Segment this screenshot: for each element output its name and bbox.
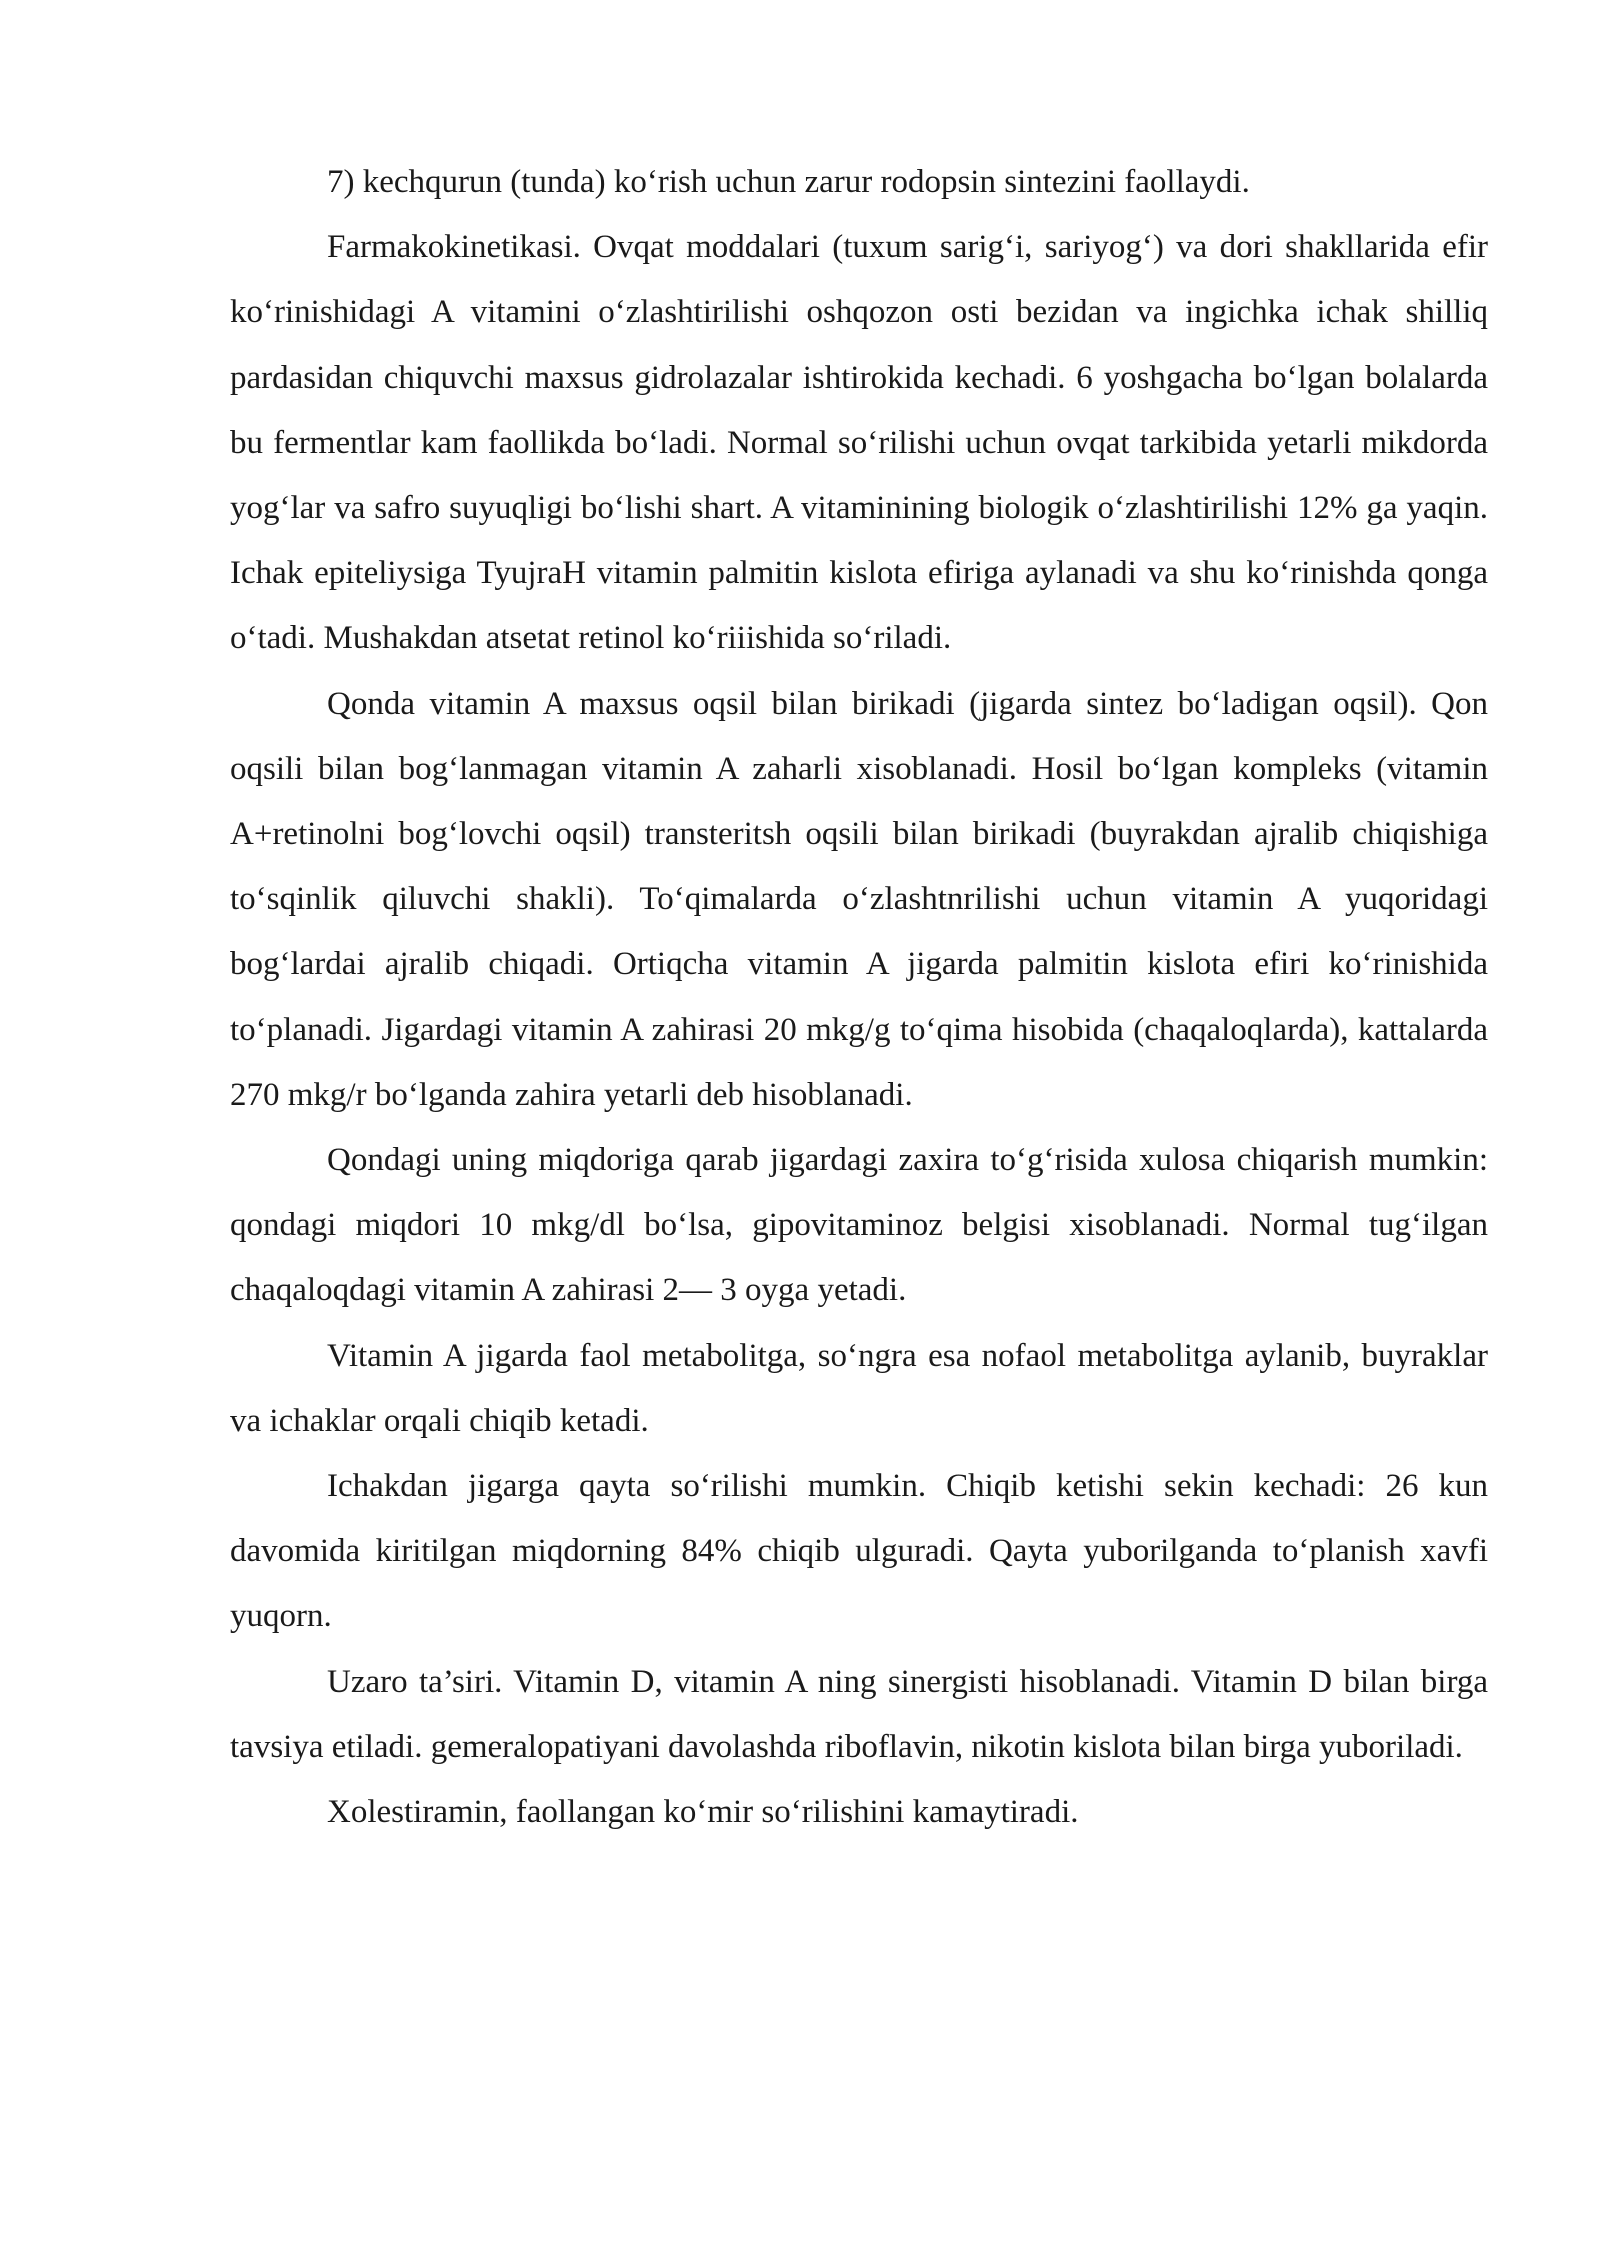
paragraph-6: Ichakdan jigarga qayta so‘rilishi mumkin. Chiqib ketishi sekin kechadi: 26 kun davomida kiritilgan miqdorning 84% chiqib ulguradi. Qayta yuborilganda to‘planish xavfi yuqorn. (230, 1468, 1488, 1635)
paragraph-8: Xolestiramin, faollangan ko‘mir so‘rilishini kamaytiradi. (327, 1794, 1079, 1831)
document-body (230, 150, 1488, 1845)
paragraph-3: Qonda vitamin A maxsus oqsil bilan birikadi (jigarda sintez bo‘ladigan oqsil). Qon oqsili bilan bog‘lanmagan vitamin A zaharli xisoblanadi. Hosil bo‘lgan kompleks (vitamin A+retinolni bog‘lovchi oqsil) transteritsh oqsili bilan birikadi (buyrakdan ajralib chiqishiga to‘sqinlik qiluvchi shakli). To‘qimalarda o‘zlashtnrilishi uchun vitamin A yuqoridagi bog‘lardai ajralib chiqadi. Ortiqcha vitamin A jigarda palmitin kislota efiri ko‘rinishida to‘planadi. Jigardagi vitamin A zahirasi 20 mkg/g to‘qima hisobida (chaqaloqlarda), kattalarda 270 mkg/r bo‘lganda zahira yetarli deb hisoblanadi. (230, 685, 1488, 1113)
paragraph-7: Uzaro ta’siri. Vitamin D, vitamin A ning sinergisti hisoblanadi. Vitamin D bilan birga tavsiya etiladi. gemeralopatiyani davolashda riboflavin, nikotin kislota bilan birga yuboriladi. (230, 1663, 1488, 1765)
paragraph-4: Qondagi uning miqdoriga qarab jigardagi zaxira to‘g‘risida xulosa chiqarish mumkin: qondagi miqdori 10 mkg/dl bo‘lsa, gipovitaminoz belgisi xisoblanadi. Normal tug‘ilgan chaqaloqdagi vitamin A zahirasi 2— 3 oyga yetadi. (230, 1142, 1488, 1309)
paragraph-2: Farmakokinetikasi. Ovqat moddalari (tuxum sarig‘i, sariyog‘) va dori shakllarida efir ko‘rinishidagi A vitamini o‘zlashtirilishi oshqozon osti bezidan va ingichka ichak shilliq pardasidan chiquvchi maxsus gidrolazalar ishtirokida kechadi. 6 yoshgacha bo‘lgan bolalarda bu fermentlar kam faollikda bo‘ladi. Normal so‘rilishi uchun ovqat tarkibida yetarli mikdorda yog‘lar va safro suyuqligi bo‘lishi shart. A vitaminining biologik o‘zlashtirilishi 12% ga yaqin. Ichak epiteliysiga TyujraH vitamin palmitin kislota efiriga aylanadi va shu ko‘rinishda qonga o‘tadi. Mushakdan atsetat retinol ko‘riiishida so‘riladi. (230, 229, 1488, 657)
paragraph-1: 7) kechqurun (tunda) ko‘rish uchun zarur rodopsin sintezini faollaydi. (327, 164, 1250, 200)
paragraph-5: Vitamin A jigarda faol metabolitga, so‘ngra esa nofaol metabolitga aylanib, buyraklar va ichaklar orqali chiqib ketadi. (230, 1337, 1488, 1439)
